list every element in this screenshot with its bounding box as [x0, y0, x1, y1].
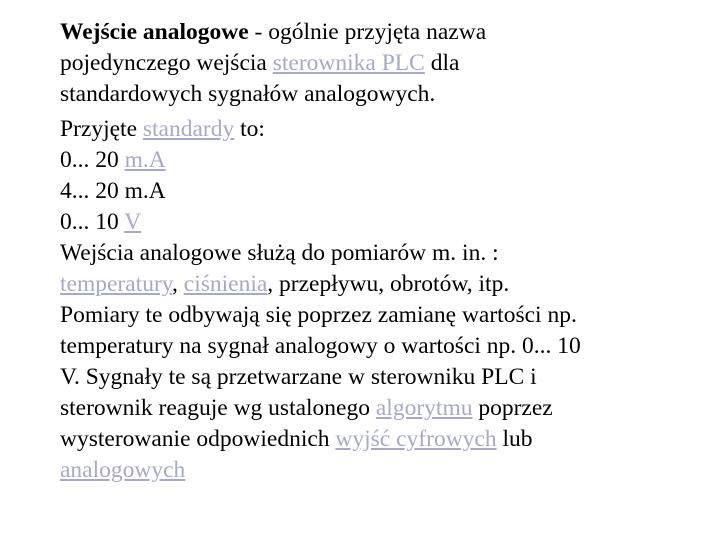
link-digital-outputs[interactable]: wyjść cyfrowych — [335, 426, 497, 452]
text-line: Przyjęte standardy to: — [60, 116, 265, 142]
text-line: Wejścia analogowe służą do pomiarów m. in. : — [60, 240, 499, 266]
slide-text — [60, 17, 700, 486]
text-line: wysterowanie odpowiednich wyjść cyfrowych lub — [60, 426, 533, 452]
term-heading: Wejście analogowe — [60, 19, 249, 45]
text-line: Pomiary te odbywają się poprzez zamianę wartości np. — [60, 302, 577, 328]
link-plc-controller[interactable]: sterownika PLC — [272, 50, 425, 76]
link-analog[interactable]: analogowych — [60, 457, 186, 483]
text-line: Wejście analogowe - ogólnie przyjęta nazwa — [60, 19, 487, 45]
link-temperature[interactable]: temperatury — [60, 271, 173, 297]
link-volt[interactable]: V — [124, 209, 142, 235]
text-line: pojedynczego wejścia sterownika PLC dla — [60, 50, 460, 76]
text-line: V. Sygnały te są przetwarzane w sterowniku PLC i — [60, 364, 537, 390]
range-item: 4... 20 m.A — [60, 178, 166, 204]
text-line: temperatury na sygnał analogowy o wartości np. 0... 10 — [60, 333, 581, 359]
text-line — [60, 455, 700, 486]
text-line: standardowych sygnałów analogowych. — [60, 81, 436, 107]
range-item: 0... 10 V — [60, 209, 142, 235]
link-milliampere[interactable]: m.A — [124, 147, 166, 173]
text-line: sterownik reaguje wg ustalonego algorytmu poprzez — [60, 395, 553, 421]
link-pressure[interactable]: ciśnienia — [183, 271, 268, 297]
text-line: temperatury, ciśnienia, przepływu, obrotów, itp. — [60, 271, 510, 297]
link-standards[interactable]: standardy — [142, 116, 235, 142]
range-item: 0... 20 m.A — [60, 147, 166, 173]
link-algorithm[interactable]: algorytmu — [375, 395, 473, 421]
